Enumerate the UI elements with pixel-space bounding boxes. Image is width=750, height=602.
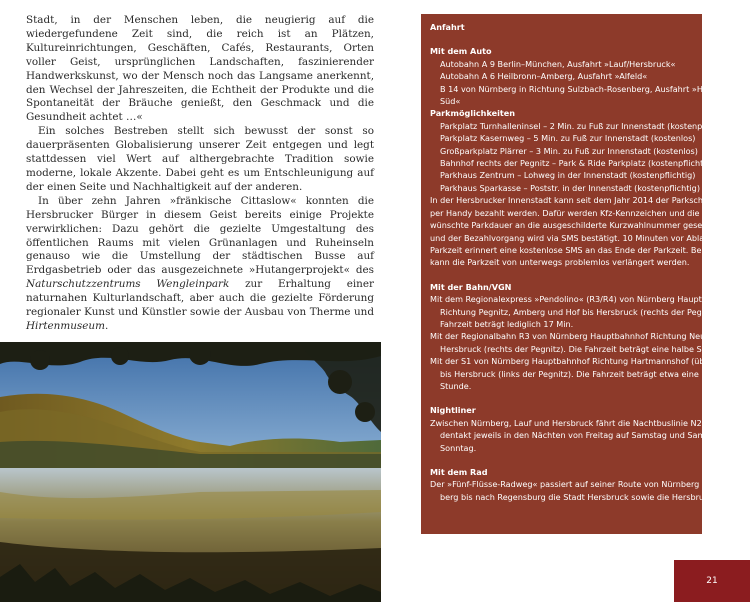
paragraph-3-part-c: . xyxy=(104,319,109,332)
bahn-line: Mit dem Regionalexpress »Pendolino« (R3/R4) von Nürnberg Hauptbahnhof xyxy=(430,294,736,305)
info-title: Anfahrt xyxy=(430,22,465,32)
page-number: 21 xyxy=(674,560,750,602)
rad-heading: Mit dem Rad xyxy=(430,467,488,477)
lake-landscape-photo xyxy=(0,342,381,602)
park-text-line: wünschte Parkdauer an die ausgeschilderte Kurzwahlnummer gesendet xyxy=(430,220,721,231)
paragraph-3-part-a: In über zehn Jahren »fränkische Cittaslow« konnten die Hersbrucker Bürger in diesem Geist bereits einige Projekte verwirklichen: Dazu gehört die gezielte Umgestaltung des öffentlichen Raums mit vielen Grünanlagen und Ruheinseln genauso wie die Umstellung der städtischen Busse auf Erdgasbetrieb oder das ausgezeichnete »Hutangerprojekt« des xyxy=(26,194,374,277)
park-text-line: per Handy bezahlt werden. Dafür werden Kfz-Kennzeichen und die ge- xyxy=(430,207,716,218)
auto-line: Autobahn A 6 Heilbronn–Amberg, Ausfahrt »Alfeld« xyxy=(440,71,648,82)
park-line: Großparkplatz Plärrer – 3 Min. zu Fuß zur Innenstadt (kostenlos) xyxy=(440,145,698,156)
bahn-line: Richtung Pegnitz, Amberg und Hof bis Hersbruck (rechts der Pegnitz). Die xyxy=(440,306,739,317)
anfahrt-info-box xyxy=(421,14,740,534)
paragraph-3-part-b: zur Erhaltung einer naturnahen Kulturlandschaft, aber auch die gezielte Förderung regionaler Kunst und Künstler sowie der Ausbau von Therme und xyxy=(26,278,374,319)
body-text xyxy=(26,14,374,334)
park-line: Parkhaus Zentrum – Lohweg in der Innenstadt (kostenpflichtig) xyxy=(440,170,696,181)
nightliner-line: Sonntag. xyxy=(440,442,477,453)
naturschutzzentrum-name: Naturschutzzentrums Wengleinpark xyxy=(26,278,230,291)
park-heading: Parkmöglichkeiten xyxy=(430,108,515,119)
bahn-line: Stunde. xyxy=(440,380,472,391)
rad-line: Der »Fünf-Flüsse-Radweg« passiert auf seiner Route von Nürnberg über Am- xyxy=(430,479,740,490)
park-text-line: Parkzeit erinnert eine kostenlose SMS an das Ende der Parkzeit. Bei Bedarf xyxy=(430,244,734,255)
bahn-heading: Mit der Bahn/VGN xyxy=(430,281,512,292)
nightliner-heading: Nightliner xyxy=(430,405,476,416)
paragraph-3 xyxy=(26,195,374,334)
auto-heading: Mit dem Auto xyxy=(430,46,492,57)
bahn-line: Mit der S1 von Nürnberg Hauptbahnhof Richtung Hartmannshof (über Lauf) xyxy=(430,356,737,367)
paragraph-1: Stadt, in der Menschen leben, die neugierig auf die wiedergefundene Zeit sind, die reich ist an Plätzen, Kultureinrichtungen, Geschäften, Cafés, Restaurants, Orten voller Geist, ursprünglichen Landschaften, faszinierender Handwerkskunst, wo der Mensch noch das Langsame anerkennt, den Wechsel der Jahreszeiten, die Echtheit der Produkte und die Spontaneität der Bräuche genießt, den Geschmack und die Gesundheit achtet …« xyxy=(26,14,374,124)
park-text-line: In der Hersbrucker Innenstadt kann seit dem Jahr 2014 der Parkschein auch xyxy=(430,195,738,206)
lake-landscape-illustration xyxy=(0,342,381,602)
nightliner-line: Zwischen Nürnberg, Lauf und Hersbruck fährt die Nachtbuslinie N2 im Stun- xyxy=(430,417,739,428)
auto-line: Autobahn A 9 Berlin–München, Ausfahrt »Lauf/Hersbruck« xyxy=(440,58,676,69)
park-text-line: kann die Parkzeit von unterwegs problemlos verlängert werden. xyxy=(430,257,690,268)
nightliner-line: dentakt jeweils in den Nächten von Freitag auf Samstag und Samstag auf xyxy=(440,430,739,441)
bahn-line: Hersbruck (rechts der Pegnitz). Die Fahrzeit beträgt eine halbe Stunde. xyxy=(440,343,728,354)
paragraph-2: Ein solches Bestreben stellt sich bewusst der sonst so dauerpräsenten Globalisierung unserer Zeit entgegen und legt stattdessen viel Wert auf althergebrachte Tradition sowie moderne, lokale Akzente. Dabei geht es um Entschleunigung auf der einen Seite und Nachhaltigkeit auf der anderen. xyxy=(26,125,374,193)
park-line: Parkplatz Turnhalleninsel – 2 Min. zu Fuß zur Innenstadt (kostenpflichtig) xyxy=(440,120,733,131)
park-line: Parkhaus Sparkasse – Poststr. in der Innenstadt (kostenpflichtig) xyxy=(440,182,700,193)
park-line: Parkplatz Kasernweg – 5 Min. zu Fuß zur Innenstadt (kostenlos) xyxy=(440,133,696,144)
bahn-line: Mit der Regionalbahn R3 von Nürnberg Hauptbahnhof Richtung Neuhaus bis xyxy=(430,331,739,342)
park-text-line: und der Bezahlvorgang wird via SMS bestätigt. 10 Minuten vor Ablauf der xyxy=(430,232,729,243)
auto-line: Süd« xyxy=(440,96,461,107)
park-line: Bahnhof rechts der Pegnitz – Park & Ride Parkplatz (kostenpflichtig) xyxy=(440,158,714,169)
bahn-line: bis Hersbruck (links der Pegnitz). Die Fahrzeit beträgt etwa eine halbe xyxy=(440,368,724,379)
auto-line: B 14 von Nürnberg in Richtung Sulzbach-Rosenberg, Ausfahrt »Hersbruck xyxy=(440,83,739,94)
hirtenmuseum-name: Hirtenmuseum xyxy=(26,319,105,332)
rad-line: berg bis nach Regensburg die Stadt Hersbruck sowie die Hersbrucker Alb. xyxy=(440,491,740,502)
bahn-line: Fahrzeit beträgt lediglich 17 Min. xyxy=(440,318,574,329)
